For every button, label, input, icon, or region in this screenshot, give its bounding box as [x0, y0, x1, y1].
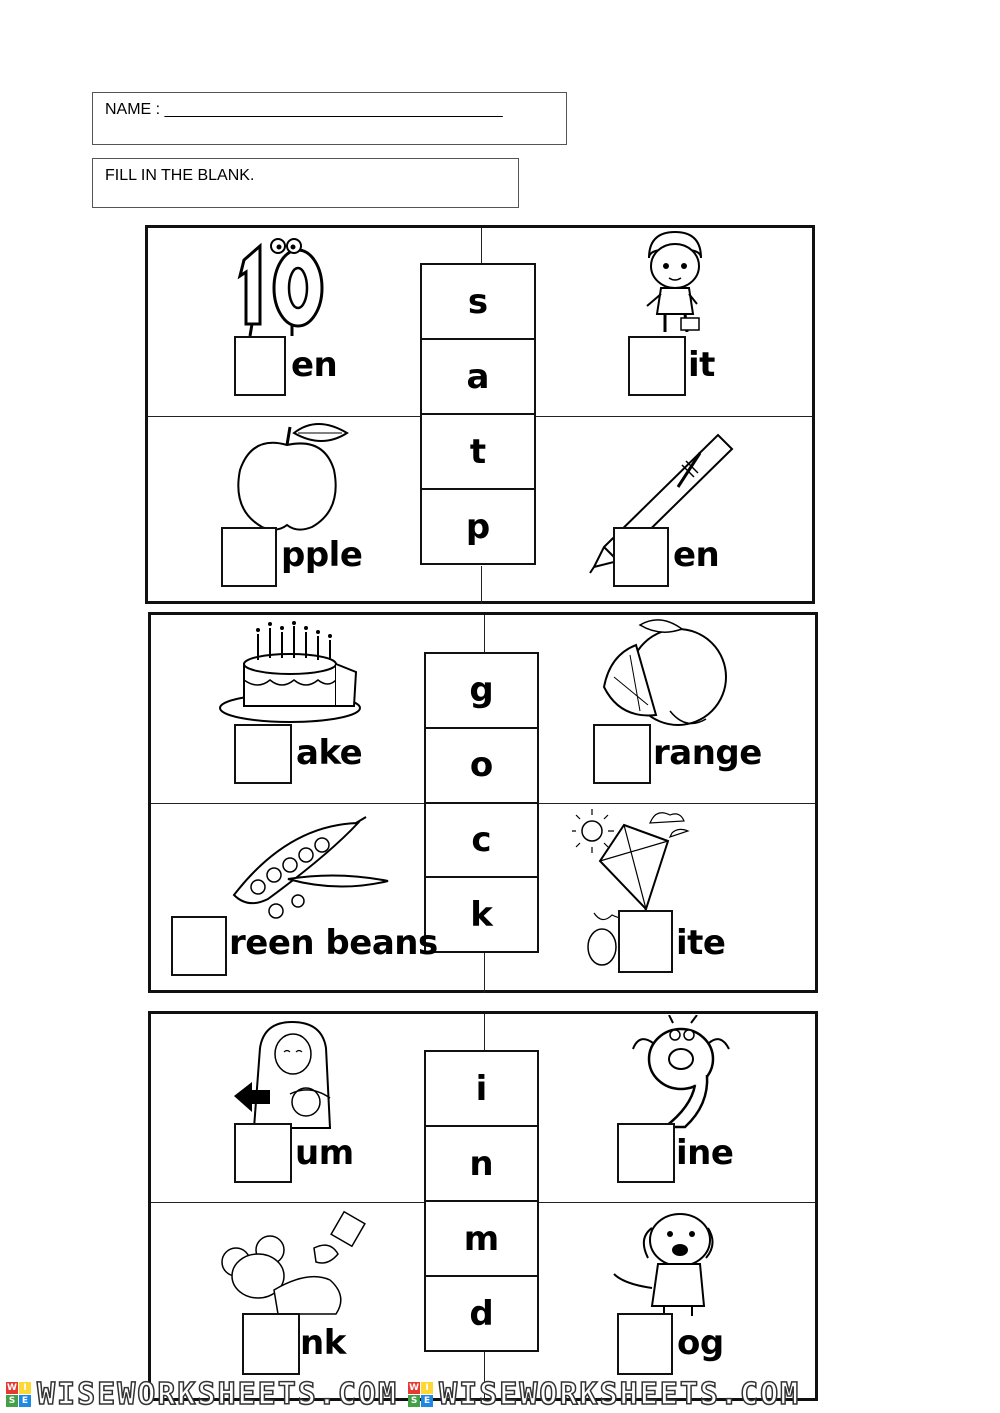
letter-option[interactable]: d [469, 1293, 494, 1334]
word-ending: range [653, 733, 762, 773]
answer-box-ten[interactable] [234, 336, 286, 396]
badge-letter: W [7, 1383, 17, 1393]
letter-option[interactable]: a [422, 340, 534, 415]
pea-pod-icon [228, 815, 398, 920]
word-ending: ite [676, 923, 726, 963]
dog-icon [608, 1204, 718, 1319]
badge-letter: I [421, 1382, 433, 1394]
letter-option[interactable]: s [422, 265, 534, 340]
answer-box-nine[interactable] [617, 1123, 675, 1183]
badge-letter: I [19, 1382, 31, 1394]
answer-box-apple[interactable] [221, 527, 277, 587]
badge-letter: S [6, 1395, 18, 1407]
letter-option[interactable]: k [470, 894, 493, 935]
word-ending: en [291, 345, 338, 385]
letter-bank-2 [424, 652, 539, 953]
letter-option[interactable]: n [426, 1127, 537, 1202]
badge-letter: S [408, 1395, 420, 1407]
answer-box-cake[interactable] [234, 724, 292, 784]
answer-box-kite[interactable] [618, 910, 673, 973]
number-ten-icon [232, 232, 342, 337]
word-ending: ine [676, 1133, 734, 1173]
word-ending: og [677, 1323, 724, 1363]
word-ending: pple [281, 535, 363, 575]
brand-text: WISEWORKSHEETS.COM [37, 1377, 399, 1412]
brand-logo-badge [408, 1382, 433, 1407]
letter-bank-1 [420, 263, 536, 565]
letter-option[interactable]: i [426, 1052, 537, 1127]
orange-fruit-icon [600, 615, 730, 733]
answer-box-ink[interactable] [242, 1313, 300, 1375]
badge-letter: E [19, 1395, 31, 1407]
word-ending: ake [296, 733, 363, 773]
word-ending: um [295, 1133, 354, 1173]
word-ending: it [688, 345, 715, 385]
letter-option[interactable]: g [426, 654, 537, 729]
name-label: NAME : ______________________________________ [105, 101, 503, 118]
brand-logo-badge [6, 1382, 31, 1407]
letter-option[interactable]: c [426, 804, 537, 879]
word-ending: nk [300, 1323, 346, 1363]
instruction-box [92, 158, 519, 208]
answer-box-mum[interactable] [234, 1123, 292, 1183]
letter-option[interactable]: m [426, 1202, 537, 1277]
answer-box-pen[interactable] [613, 527, 669, 587]
badge-letter: E [421, 1395, 433, 1407]
watermark-footer [0, 1376, 1000, 1413]
answer-box-green[interactable] [171, 916, 227, 976]
letter-option[interactable]: t [422, 415, 534, 490]
mouse-spilled-ink-icon [218, 1210, 368, 1320]
name-box [92, 92, 567, 145]
letter-option[interactable]: o [426, 729, 537, 804]
word-ending: en [673, 535, 720, 575]
answer-box-orange[interactable] [593, 724, 651, 784]
instruction-label: FILL IN THE BLANK. [105, 167, 255, 184]
brand-text: WISEWORKSHEETS.COM [439, 1377, 801, 1412]
answer-box-dog[interactable] [617, 1313, 673, 1375]
birthday-cake-icon [218, 620, 368, 725]
apple-icon [232, 415, 357, 535]
word-ending: reen beans [229, 923, 438, 963]
badge-letter: W [409, 1383, 420, 1393]
answer-box-sit[interactable] [628, 336, 686, 396]
number-nine-icon [625, 1015, 745, 1130]
letter-option[interactable]: p [465, 506, 491, 547]
letter-bank-3 [424, 1050, 539, 1352]
mother-and-baby-icon [230, 1018, 370, 1130]
boy-sitting-icon [635, 228, 715, 338]
